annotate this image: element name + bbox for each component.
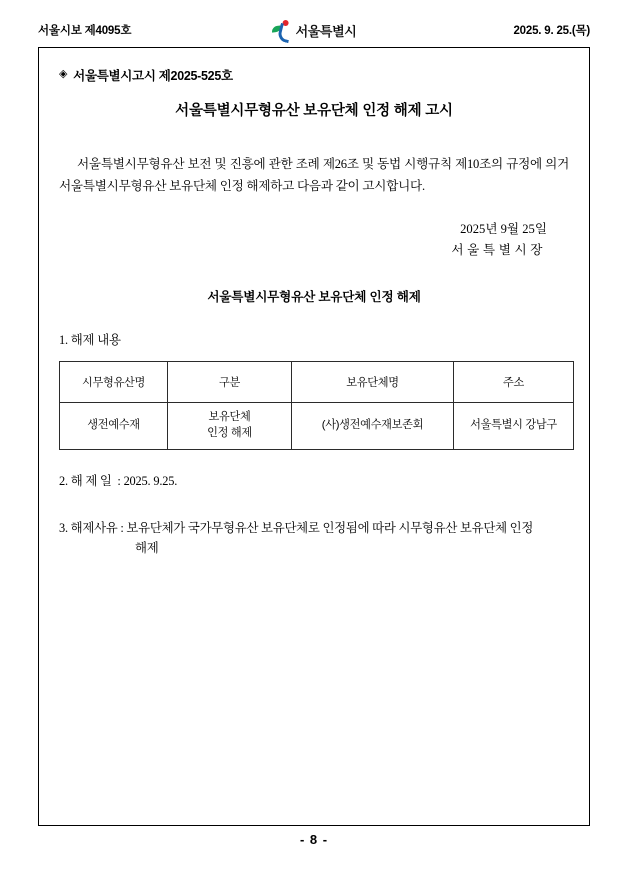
cell-category-line-2: 인정 해제	[207, 426, 252, 439]
item-3-block	[59, 518, 569, 559]
signature-block	[59, 219, 569, 260]
notice-title: 서울특별시무형유산 보유단체 인정 해제 고시	[175, 103, 453, 119]
item-2-line	[59, 472, 569, 492]
cell-organization: (사)생전예수재보존회	[292, 402, 454, 449]
item-1-label: 1. 해제 내용	[59, 333, 121, 348]
publication-date: 2025. 9. 25.(목)	[513, 25, 590, 37]
item-2-value: 2025. 9.25.	[123, 473, 178, 488]
column-header-address: 주소	[454, 361, 574, 402]
table-header-row	[60, 361, 574, 402]
paragraph-line-1: 서울특별시무형유산 보전 및 진흥에 관한 조례 제26조 및 동법 시행규칙 제10조의 규정에 의거	[77, 157, 569, 171]
page-masthead	[38, 18, 590, 42]
seoul-logo-icon	[272, 20, 292, 40]
notice-body-paragraph	[59, 154, 569, 197]
column-header-heritage-name: 시무형유산명	[60, 361, 168, 402]
cell-heritage-name: 생전예수재	[60, 402, 168, 449]
item-2-label: 해제일	[70, 473, 115, 488]
table-row	[60, 402, 574, 449]
cell-category	[168, 402, 292, 449]
issue-date: 2025년 9월 25일	[460, 222, 547, 237]
page-number: - 8 -	[299, 832, 329, 847]
document-content	[59, 58, 569, 559]
section-heading: 서울특별시무형유산 보유단체 인정 해제	[207, 290, 421, 305]
item-3-line-1: 보유단체가 국가무형유산 보유단체로 인정됨에 따라 시무형유산 보유단체 인정	[126, 520, 534, 535]
column-header-organization: 보유단체명	[292, 361, 454, 402]
item-2-prefix: 2.	[59, 473, 71, 488]
document-border-frame	[38, 47, 590, 826]
seoul-logo-text: 서울특별시	[295, 23, 357, 39]
cell-address: 서울특별시 강남구	[454, 402, 574, 449]
notice-number-line	[59, 66, 569, 84]
column-header-category: 구분	[168, 361, 292, 402]
diamond-bullet-icon: ◈	[59, 67, 68, 80]
notice-number-text: 서울특별시고시 제2025-525호	[73, 69, 233, 83]
issuing-authority: 서울특별시장	[451, 242, 546, 257]
item-2-separator: :	[114, 473, 124, 488]
item-3-label: 3. 해제사유 :	[59, 520, 127, 535]
seoul-city-logo	[272, 20, 357, 40]
item-3-line-2: 해제	[135, 541, 159, 556]
heritage-release-table	[59, 361, 574, 450]
cell-category-line-1: 보유단체	[208, 411, 251, 424]
logo-blue-stroke-icon	[277, 23, 293, 43]
bulletin-issue-label: 서울시보 제4095호	[38, 25, 132, 37]
paragraph-line-2: 서울특별시무형유산 보유단체 인정 해제하고 다음과 같이 고시합니다.	[59, 178, 425, 193]
